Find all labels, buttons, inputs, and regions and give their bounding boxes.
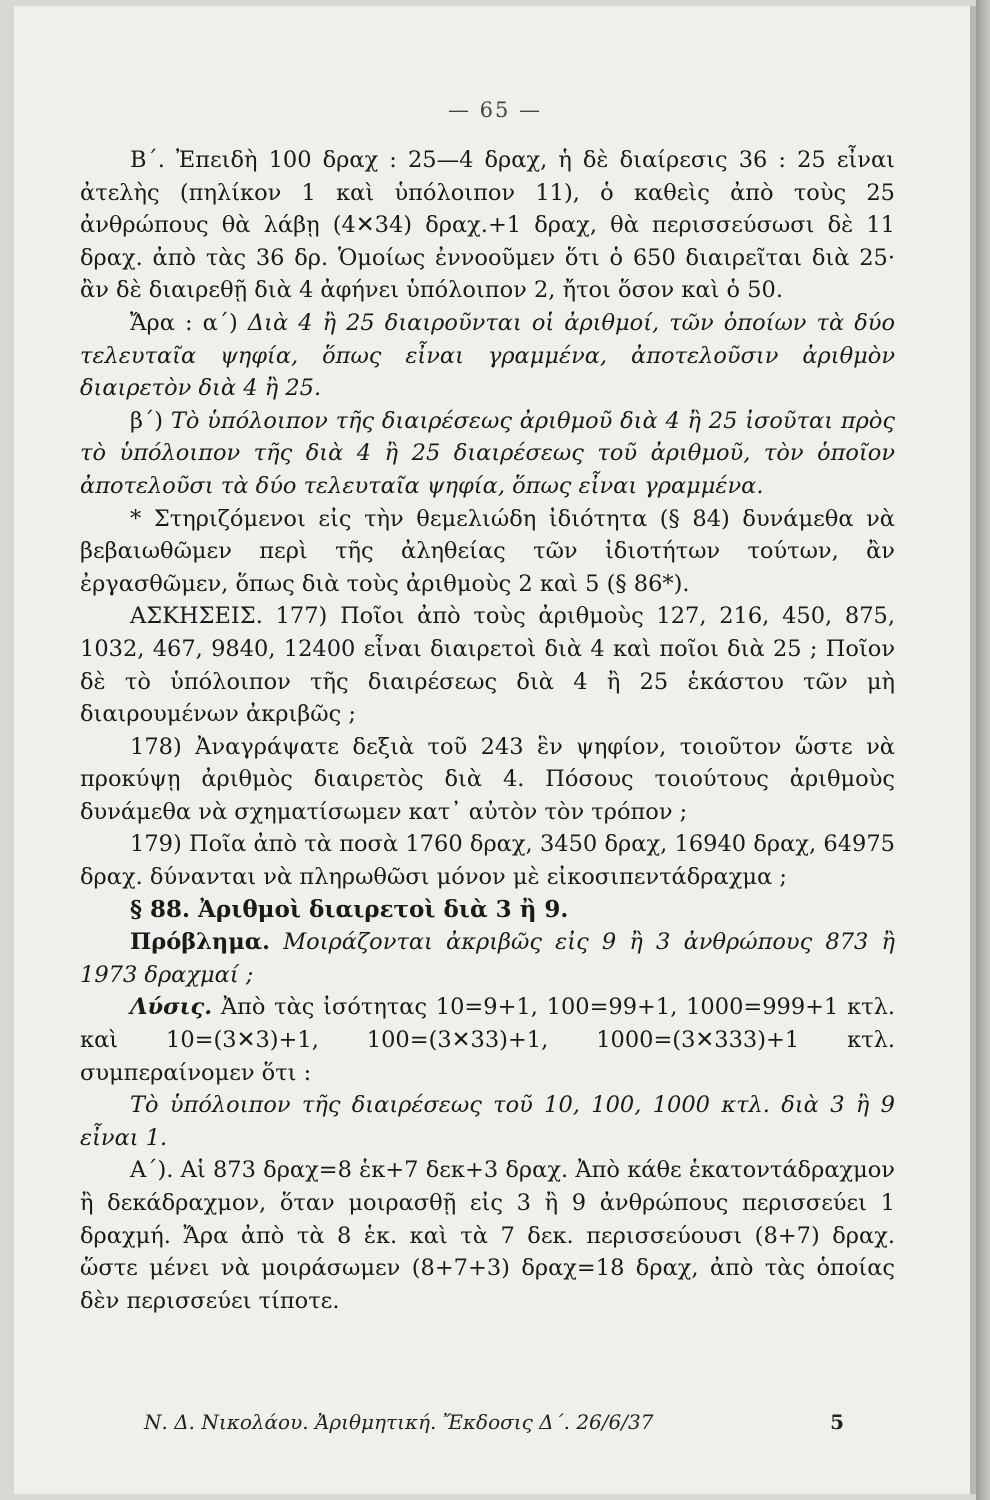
problem-text: Μοιράζονται ἀκριβῶς εἰς 9 ἢ 3 ἀνθρώπους 873 ἢ 1973 δραχμαί ; — [80, 929, 895, 988]
paragraph-footnote: * Στηριζόμενοι εἰς τὴν θεμελιώδη ἰδιότητα (§ 84) δυνάμεθα νὰ βεβαιωθῶμεν περὶ τῆς ἀληθείας τῶν ἰδιοτήτων τούτων, ἂν ἐργασθῶμεν, ὅπως διὰ τοὺς ἀριθμοὺς 2 καὶ 5 (§ 86*). — [80, 505, 895, 597]
paragraph-a: Α΄). Αἱ 873 δραχ=8 ἑκ+7 δεκ+3 δραχ. Ἀπὸ κάθε ἑκατοντάδραχμον ἢ δεκάδραχμον, ὅταν μοιρασθῇ εἰς 3 ἢ 9 ἀνθρώπους περισσεύει 1 δραχμή. Ἄρα ἀπὸ τὰ 8 ἑκ. καὶ τὰ 7 δεκ. περισσεύουσι (8+7) δραχ. ὥστε μένει νὰ μοιράσωμεν (8+7+3) δραχ=18 δραχ, ἀπὸ τὰς ὁποίας δὲν περισσεύει τίποτε. — [80, 1157, 895, 1314]
paragraph-exercise-179: 179) Ποῖα ἀπὸ τὰ ποσὰ 1760 δραχ, 3450 δραχ, 16940 δραχ, 64975 δραχ. δύνανται νὰ πληρωθῶσι μόνον μὲ εἰκοσιπεντάδραχμα ; — [80, 831, 895, 891]
rule-a-lead: Ἄρα : α΄) — [130, 309, 238, 336]
paragraph-exercise-177: ΑΣΚΗΣΕΙΣ. 177) Ποῖοι ἀπὸ τοὺς ἀριθμοὺς 127, 216, 450, 875, 1032, 467, 9840, 12400 εἶναι διαιρετοὶ διὰ 4 καὶ ποῖοι διὰ 25 ; Ποῖον δὲ τὸ ὑπόλοιπον τῆς διαιρέσεως διὰ 4 ἢ 25 ἑκάστου τῶν μὴ διαιρουμένων ἀκριβῶς ; — [80, 603, 895, 728]
book-spine-edge — [976, 0, 990, 1500]
solution-label: Λύσις. — [130, 994, 213, 1021]
solution-text: Ἀπὸ τὰς ἰσότητας 10=9+1, 100=99+1, 1000=999+1 κτλ. καὶ 10=(3✕3)+1, 100=(3✕33)+1, 1000=(3✕333)+1 κτλ. συμπεραίνομεν ὅτι : — [80, 994, 896, 1086]
paragraph-rule-a — [80, 307, 895, 405]
rule-a-text: Διὰ 4 ἢ 25 διαιροῦνται οἱ ἀριθμοί, τῶν ὁποίων τὰ δύο τελευταῖα ψηφία, ὅπως εἶναι γραμμένα, ἀποτελοῦσιν ἀριθμὸν διαιρετὸν διὰ 4 ἢ 25. — [80, 309, 895, 402]
paragraph-exercise-178: 178) Ἀναγράψατε δεξιὰ τοῦ 243 ἓν ψηφίον, τοιοῦτον ὥστε νὰ προκύψῃ ἀριθμὸς διαιρετὸς διὰ 4. Πόσους τοιούτους ἀριθμοὺς δυνάμεθα νὰ σχηματίσωμεν κατ᾿ αὐτὸν τὸν τρόπον ; — [80, 733, 895, 825]
footer-citation: Ν. Δ. Νικολάου. Ἀριθμητική. Ἔκδοσις Δ΄. 26/6/37 — [144, 1410, 654, 1434]
paragraph-rule-b — [80, 405, 895, 503]
book-page — [14, 6, 976, 1494]
rule-b-lead: β΄) — [130, 407, 164, 434]
paragraph-solution — [80, 991, 895, 1089]
page-number: — 65 — — [447, 98, 543, 122]
page-footer — [144, 1410, 844, 1434]
rule-b-text: Τὸ ὑπόλοιπον τῆς διαιρέσεως ἀριθμοῦ διὰ 4 ἢ 25 ἰσοῦται πρὸς τὸ ὑπόλοιπον τῆς διὰ 4 ἢ 25 διαιρέσεως τοῦ ἀριθμοῦ, τὸν ὁποῖον ἀποτελοῦσι τὰ δύο τελευταῖα ψηφία, ὅπως εἶναι γραμμένα. — [80, 407, 895, 499]
problem-label: Πρόβλημα. — [130, 929, 270, 956]
section-heading: § 88. Ἀριθμοὶ διαιρετοὶ διὰ 3 ἢ 9. — [130, 895, 569, 923]
paragraph-remainder-rule: Τὸ ὑπόλοιπον τῆς διαιρέσεως τοῦ 10, 100, 1000 κτλ. διὰ 3 ἢ 9 εἶναι 1. — [80, 1092, 895, 1151]
page-body — [80, 144, 895, 1317]
paragraph-problem — [80, 926, 895, 991]
footer-page-number: 5 — [830, 1410, 844, 1434]
paragraph-b: Β΄. Ἐπειδὴ 100 δραχ : 25—4 δραχ, ἡ δὲ διαίρεσις 36 : 25 εἶναι ἀτελὴς (πηλίκον 1 καὶ ὑπόλοιπον 11), ὁ καθεὶς ἀπὸ τοὺς 25 ἀνθρώπους θὰ λάβῃ (4✕34) δραχ.+1 δραχ, θὰ περισσεύσωσι δὲ 11 δραχ. ἀπὸ τὰς 36 δρ. Ὁμοίως ἐννοοῦμεν ὅτι ὁ 650 διαιρεῖται διὰ 25· ἂν δὲ διαιρεθῇ διὰ 4 ἀφήνει ὑπόλοιπον 2, ἤτοι ὅσον καὶ ὁ 50. — [80, 147, 895, 304]
